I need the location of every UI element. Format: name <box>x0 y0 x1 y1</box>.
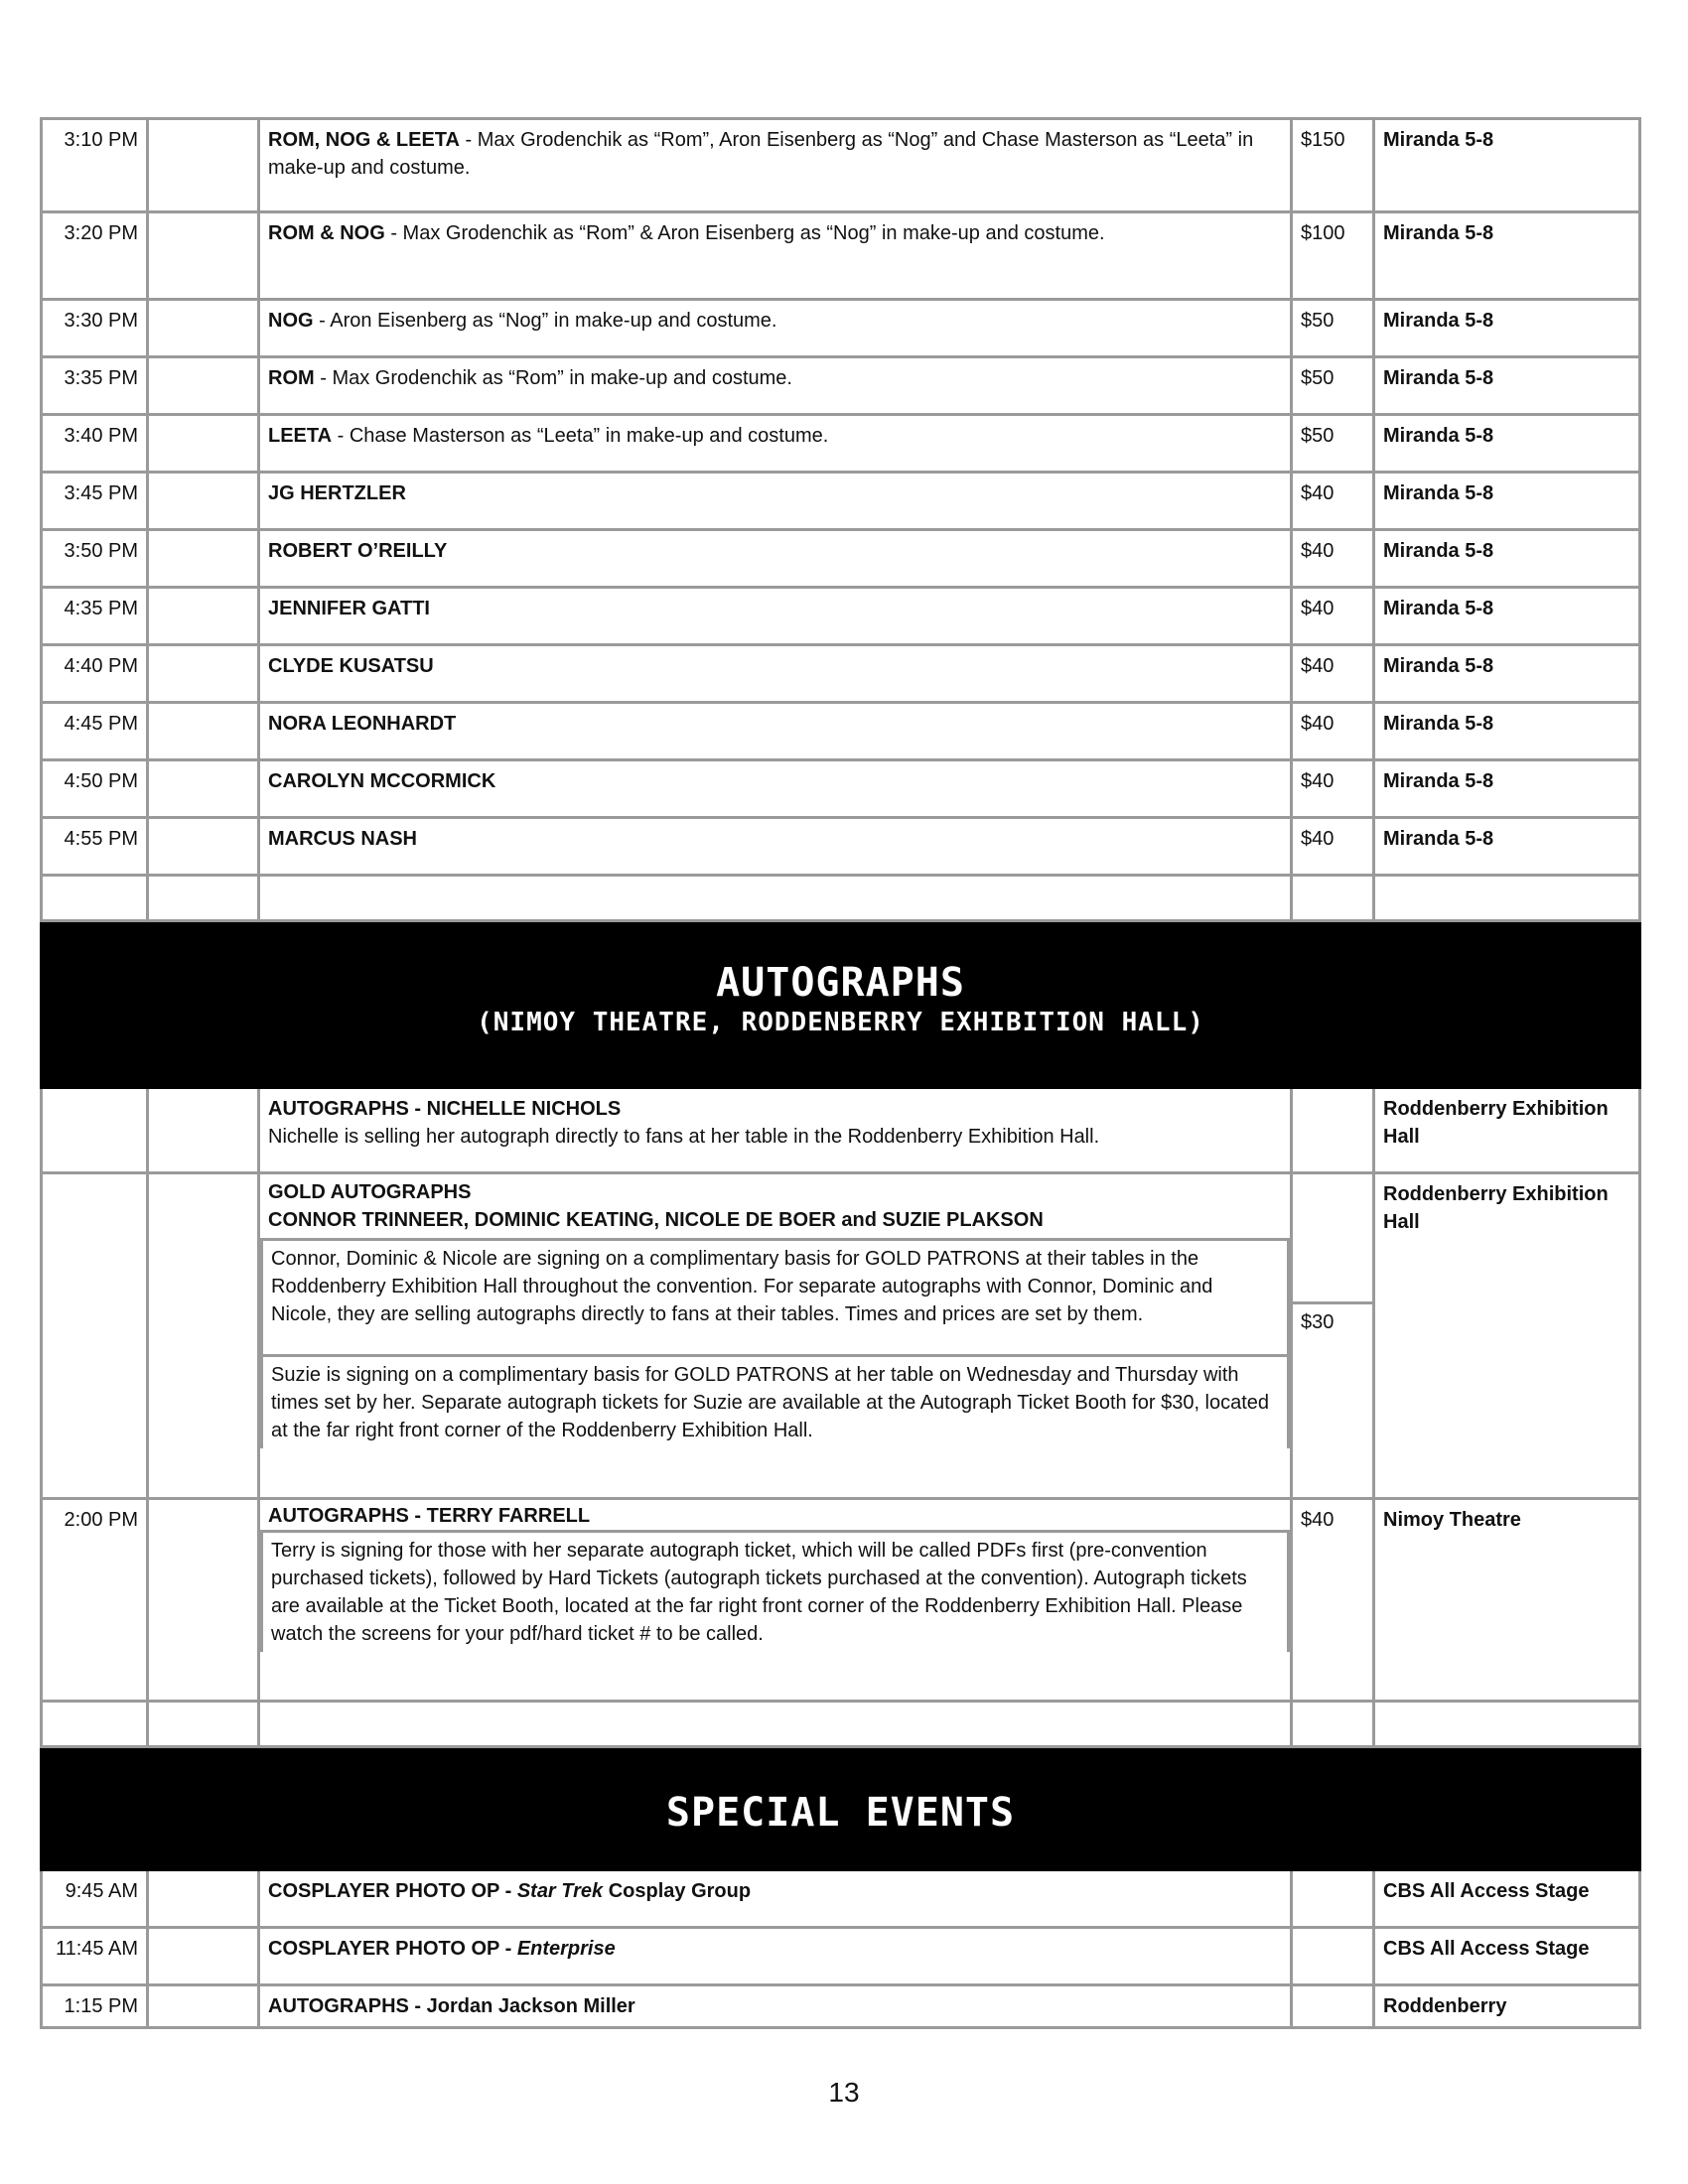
event-desc: - Max Grodenchik as “Rom”, Aron Eisenberg as “Nog” and Chase Masterson as “Leeta” in make-up and costume. <box>268 129 1254 179</box>
event-time: 1:15 PM <box>42 1985 148 2028</box>
schedule-table <box>40 117 1641 2029</box>
event-price: $40 <box>1292 530 1374 588</box>
table-row <box>42 1985 1640 2028</box>
event-price: $50 <box>1292 300 1374 357</box>
event-location: Miranda 5-8 <box>1374 473 1640 530</box>
event-desc-cell <box>259 818 1292 876</box>
event-desc-cell <box>259 300 1292 357</box>
event-location: Miranda 5-8 <box>1374 530 1640 588</box>
event-location: CBS All Access Stage <box>1374 1870 1640 1928</box>
table-row <box>42 530 1640 588</box>
event-title: COSPLAYER PHOTO OP - <box>268 1938 517 1960</box>
event-time: 9:45 AM <box>42 1870 148 1928</box>
autographs-header-row <box>42 921 1640 1088</box>
table-row <box>42 588 1640 645</box>
event-title: LEETA <box>268 425 333 447</box>
page-number: 13 <box>828 2077 860 2108</box>
event-price: $30 <box>1301 1311 1335 1333</box>
event-title: MARCUS NASH <box>268 828 417 850</box>
event-price: $100 <box>1292 212 1374 300</box>
event-price: $40 <box>1292 588 1374 645</box>
event-desc-cell <box>259 212 1292 300</box>
event-desc-cell <box>259 415 1292 473</box>
event-title: AUTOGRAPHS - TERRY FARRELL <box>268 1505 591 1527</box>
event-desc-cell <box>259 357 1292 415</box>
event-title: AUTOGRAPHS - Jordan Jackson Miller <box>268 1995 635 2017</box>
event-title: NOG <box>268 310 314 332</box>
event-desc-cell <box>259 530 1292 588</box>
event-location: CBS All Access Stage <box>1374 1928 1640 1985</box>
event-title: JG HERTZLER <box>268 482 406 504</box>
table-row <box>42 473 1640 530</box>
event-price: $40 <box>1292 703 1374 760</box>
event-location: Miranda 5-8 <box>1374 357 1640 415</box>
event-price: $50 <box>1292 415 1374 473</box>
table-row <box>42 300 1640 357</box>
event-desc-cell <box>259 1985 1292 2028</box>
event-desc-cell <box>259 588 1292 645</box>
event-desc-cell <box>259 119 1292 212</box>
event-title: NORA LEONHARDT <box>268 713 457 735</box>
table-row <box>42 1499 1640 1702</box>
event-desc-cell <box>259 1928 1292 1985</box>
event-time: 3:50 PM <box>42 530 148 588</box>
table-row <box>42 119 1640 212</box>
event-subtitle: CONNOR TRINNEER, DOMINIC KEATING, NICOLE DE BOER and SUZIE PLAKSON <box>268 1209 1044 1231</box>
event-desc-cell <box>259 473 1292 530</box>
event-price: $40 <box>1292 473 1374 530</box>
event-time: 4:50 PM <box>42 760 148 818</box>
event-time: 3:45 PM <box>42 473 148 530</box>
table-row <box>42 818 1640 876</box>
event-desc: Suzie is signing on a complimentary basis for GOLD PATRONS at her table on Wednesday and Thursday with times set by her. Separate autograph tickets for Suzie are available at the Autograph Ticket Booth for $30, located at the far right front corner of the Roddenberry Exhibition Hall. <box>260 1357 1290 1448</box>
event-location: Miranda 5-8 <box>1374 760 1640 818</box>
event-time: 2:00 PM <box>42 1499 148 1702</box>
event-location: Nimoy Theatre <box>1374 1499 1640 1702</box>
event-location: Roddenberry Exhibition Hall <box>1374 1088 1640 1173</box>
event-title: GOLD AUTOGRAPHS <box>268 1181 472 1203</box>
event-desc-cell <box>259 645 1292 703</box>
event-desc: - Max Grodenchik as “Rom” in make-up and costume. <box>314 367 792 389</box>
special-events-header-row <box>42 1747 1640 1870</box>
table-row <box>42 415 1640 473</box>
event-price: $40 <box>1292 1499 1374 1702</box>
event-location: Miranda 5-8 <box>1374 300 1640 357</box>
event-price: $150 <box>1292 119 1374 212</box>
event-location: Miranda 5-8 <box>1374 119 1640 212</box>
section-title-autographs: AUTOGRAPHS <box>716 960 965 1006</box>
table-row <box>42 760 1640 818</box>
event-desc-cell <box>259 760 1292 818</box>
event-location: Miranda 5-8 <box>1374 818 1640 876</box>
event-time: 4:45 PM <box>42 703 148 760</box>
table-row <box>42 1088 1640 1173</box>
event-location: Miranda 5-8 <box>1374 588 1640 645</box>
event-time: 4:55 PM <box>42 818 148 876</box>
event-title: CLYDE KUSATSU <box>268 655 434 677</box>
event-title: CAROLYN MCCORMICK <box>268 770 496 792</box>
event-time: 4:35 PM <box>42 588 148 645</box>
event-location: Miranda 5-8 <box>1374 703 1640 760</box>
event-title: ROBERT O’REILLY <box>268 540 448 562</box>
event-time: 3:30 PM <box>42 300 148 357</box>
event-title: ROM & NOG <box>268 222 385 244</box>
event-title-italic: Star Trek <box>516 1880 604 1902</box>
event-title-rest: Cosplay Group <box>603 1880 752 1902</box>
event-title: JENNIFER GATTI <box>268 598 430 619</box>
event-price: $50 <box>1292 357 1374 415</box>
section-title-special-events: SPECIAL EVENTS <box>665 1790 1016 1836</box>
event-desc: - Max Grodenchik as “Rom” & Aron Eisenberg as “Nog” in make-up and costume. <box>384 222 1105 244</box>
table-row <box>42 1928 1640 1985</box>
table-row <box>42 645 1640 703</box>
event-location: Roddenberry Exhibition Hall <box>1374 1173 1640 1499</box>
event-desc: Connor, Dominic & Nicole are signing on a complimentary basis for GOLD PATRONS at their tables in the Roddenberry Exhibition Hall throughout the convention. For separate autographs with Connor, Dominic and Nicole, they are selling autographs directly to fans at their tables. Times and prices are set by them. <box>260 1238 1290 1357</box>
event-price: $40 <box>1292 818 1374 876</box>
spacer-row <box>42 1702 1640 1747</box>
event-desc-cell <box>259 1870 1292 1928</box>
table-row <box>42 357 1640 415</box>
event-title: COSPLAYER PHOTO OP - <box>268 1880 517 1902</box>
event-desc: Terry is signing for those with her separate autograph ticket, which will be called PDFs first (pre-convention purchased tickets), followed by Hard Tickets (autograph tickets purchased at the convention). Autograph tickets are available at the Ticket Booth, located at the far right front corner of the Roddenberry Exhibition Hall. Please watch the screens for your pdf/hard ticket # to be called. <box>260 1530 1290 1652</box>
table-row <box>42 212 1640 300</box>
table-row <box>42 703 1640 760</box>
event-location: Miranda 5-8 <box>1374 212 1640 300</box>
section-subtitle-autographs: (NIMOY THEATRE, RODDENBERRY EXHIBITION HALL) <box>477 1008 1204 1037</box>
event-time: 3:40 PM <box>42 415 148 473</box>
table-row <box>42 1173 1640 1499</box>
table-row <box>42 1870 1640 1928</box>
spacer-row <box>42 876 1640 921</box>
event-desc: - Chase Masterson as “Leeta” in make-up and costume. <box>332 425 829 447</box>
event-title-italic: Enterprise <box>516 1938 616 1960</box>
event-desc-cell <box>259 703 1292 760</box>
event-title: AUTOGRAPHS - NICHELLE NICHOLS <box>268 1098 622 1120</box>
event-time: 3:20 PM <box>42 212 148 300</box>
event-desc: Nichelle is selling her autograph directly to fans at her table in the Roddenberry Exhibition Hall. <box>268 1126 1100 1148</box>
event-location: Roddenberry <box>1374 1985 1640 2028</box>
event-time: 3:35 PM <box>42 357 148 415</box>
event-time: 4:40 PM <box>42 645 148 703</box>
event-location: Miranda 5-8 <box>1374 415 1640 473</box>
event-title: ROM <box>268 367 315 389</box>
event-time: 3:10 PM <box>42 119 148 212</box>
event-price: $40 <box>1292 760 1374 818</box>
event-location: Miranda 5-8 <box>1374 645 1640 703</box>
event-desc: - Aron Eisenberg as “Nog” in make-up and costume. <box>313 310 777 332</box>
event-title: ROM, NOG & LEETA <box>268 129 460 151</box>
schedule-page <box>40 117 1638 2029</box>
event-time: 11:45 AM <box>42 1928 148 1985</box>
event-price: $40 <box>1292 645 1374 703</box>
